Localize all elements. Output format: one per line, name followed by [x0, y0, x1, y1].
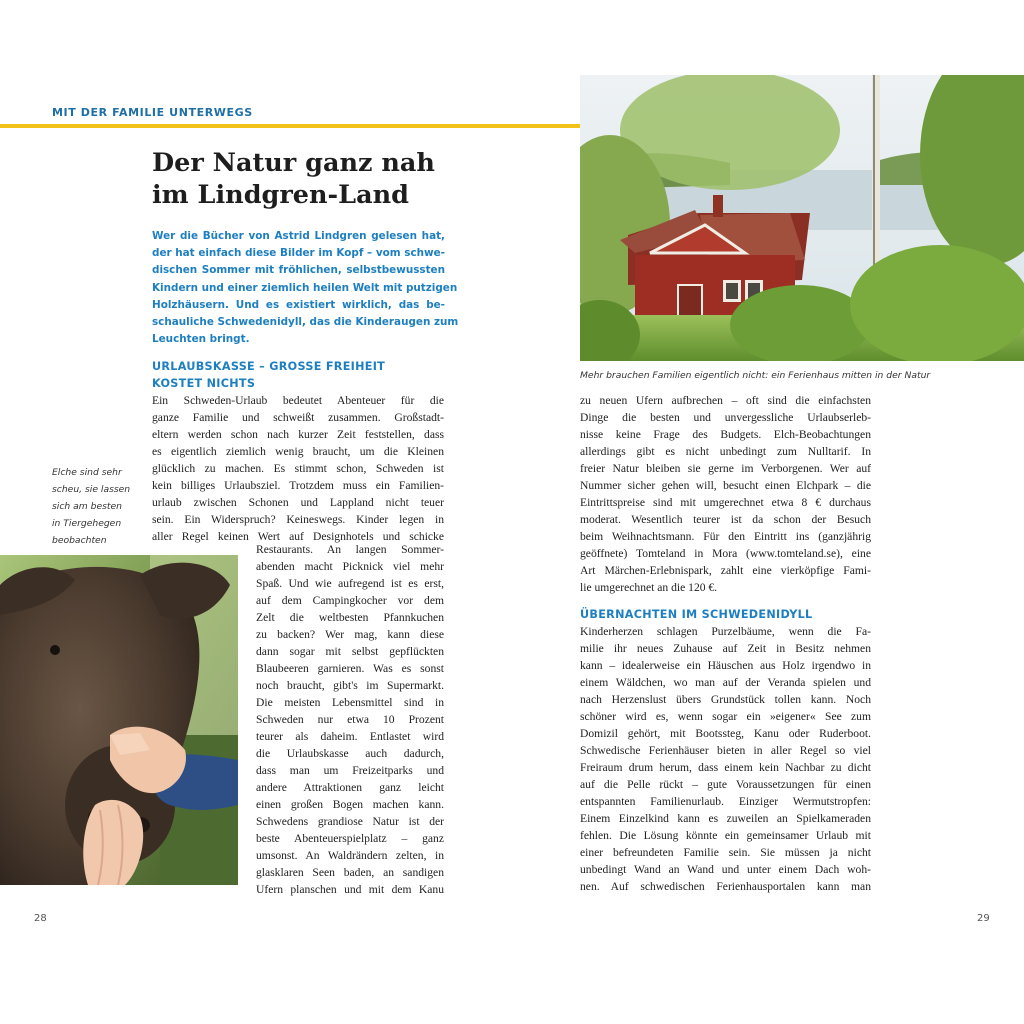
text-line: auf dem Campingkocher vor dem: [256, 594, 444, 607]
lead-line: Holzhäusern. Und es existiert wirklich, das be-: [152, 298, 445, 311]
text-line: aller Regel keinen Wert auf Designhotels und schicke: [152, 530, 444, 543]
text-line: zu neuen Ufern aufbrechen – oft sind die einfachsten: [580, 394, 871, 407]
text-line: sein. Ein Widerspruch? Keineswegs. Kinder legen in: [152, 513, 444, 526]
text-line: Einem Einzelkind kann es zuweilen an Spielkameraden: [580, 812, 871, 825]
lead-line: Kindern und einer ziemlich heilen Welt mit putzigen: [152, 281, 458, 294]
text-line: abenden macht Picknick viel mehr: [256, 560, 444, 573]
text-line: fehlen. Die Lösung könnte ein gemeinsamer Urlaub mit: [580, 829, 871, 842]
moose-caption: [52, 464, 130, 549]
text-line: noch braucht, gibt's im Supermarkt.: [256, 679, 444, 692]
text-line: beste Abenteuerspielplatz – ganz: [256, 832, 444, 845]
text-line: die Urlaubskasse auch dadurch,: [256, 747, 444, 760]
house-photo: [580, 75, 1024, 361]
caption-line: sich am besten: [52, 501, 122, 512]
text-line: Ein Schweden-Urlaub bedeutet Abenteuer für die: [152, 394, 444, 407]
text-line: geöffnete) Tomteland in Mora (www.tomteland.se), eine: [580, 547, 871, 560]
text-line: auf die Pelle rückt – gute Voraussetzungen für einen: [580, 778, 871, 791]
text-line: Spaß. Und wie aufregend ist es erst,: [256, 577, 444, 590]
lead-paragraph: [152, 228, 459, 348]
text-line: Art Märchen-Erlebnispark, zahlt eine vierköpfige Fami-: [580, 564, 871, 577]
text-line: Dinge die besten und unvergessliche Urlaubserleb-: [580, 411, 871, 424]
caption-line: Elche sind sehr: [52, 467, 122, 478]
text-line: einem Wäldchen, wo man auf der Veranda spielen und: [580, 676, 871, 689]
section-label: MIT DER FAMILIE UNTERWEGS: [52, 106, 253, 119]
text-line: kein billiges Urlaubsziel. Trotzdem muss ein Familien-: [152, 479, 444, 492]
title-line: im Lindgren-Land: [152, 180, 409, 210]
caption-line: scheu, sie lassen: [52, 484, 131, 495]
subhead-line: KOSTET NICHTS: [152, 377, 256, 390]
text-line: lie umgerechnet an die 120 €.: [580, 581, 718, 594]
lead-line: schauliche Schwedenidyll, das die Kinderaugen zum: [152, 316, 459, 329]
text-line: unbedingt Wand an Wand und unter einem Dach woh-: [580, 863, 871, 876]
text-line: es eigentlich ziemlich wenig braucht, um die Kleinen: [152, 445, 444, 458]
caption-line: in Tiergehegen: [52, 518, 122, 529]
text-line: teurer als daheim. Entlastet wird: [256, 730, 444, 743]
yellow-rule: [0, 124, 580, 128]
text-line: Freiraum drum herum, dass einem kein Nachbar zu dicht: [580, 761, 871, 774]
lead-line: Wer die Bücher von Astrid Lindgren gelesen hat,: [152, 230, 445, 242]
page-number-left: 28: [34, 913, 47, 924]
text-line: Domizil gehört, mit Bootssteg, Kanu oder Ruderboot.: [580, 727, 871, 740]
text-line: schöner wird es, wenn sogar ein »eigener« See zum: [580, 710, 871, 723]
moose-photo: [0, 555, 238, 885]
text-line: Blaubeeren garnieren. Was es sonst: [256, 662, 444, 675]
title-line: Der Natur ganz nah: [152, 148, 435, 178]
text-line: Die meisten Lebensmittel sind in: [256, 696, 444, 709]
text-line: nach Herzenslust übers Grundstück tollen kann. Noch: [580, 693, 871, 706]
text-line: kann – idealerweise ein Häuschen aus Holz irgendwo in: [580, 659, 871, 672]
text-line: urlaub zwischen Schonen und Lappland nicht teuer: [152, 496, 444, 509]
text-line: eltern werden schon nach kurzer Zeit feststellen, dass: [152, 428, 444, 441]
lead-line: der hat einfach diese Bilder im Kopf – vom schwe-: [152, 247, 445, 260]
text-line: beim Weihnachtsmann. Für den Eintritt ins (ganzjährig: [580, 530, 871, 543]
text-line: Eintrittspreise sind mit umgerechnet etwa 8 € durchaus: [580, 496, 871, 509]
text-line: Restaurants. An langen Sommer-: [256, 543, 444, 556]
text-line: Ufern planschen und mit dem Kanu: [256, 883, 444, 896]
text-line: umsonst. An Waldrändern zelten, in: [256, 849, 444, 862]
text-line: glücklich zu machen. Es stimmt schon, Schweden ist: [152, 462, 444, 475]
text-line: nisse keine Frage des Budgets. Elch-Beobachtungen: [580, 428, 871, 441]
text-line: Schweden nur etwa 10 Prozent: [256, 713, 444, 726]
text-line: andere Attraktionen ganz leicht: [256, 781, 444, 794]
text-line: glasklaren Seen baden, an sandigen: [256, 866, 444, 879]
text-line: zu backen? Wer mag, kann diese: [256, 628, 444, 641]
text-line: ganze Familie und schweißt zusammen. Großstadt-: [152, 411, 444, 424]
text-line: dass man um Freizeitparks und: [256, 764, 444, 777]
text-line: Zelt die weltbesten Pfannkuchen: [256, 611, 444, 624]
text-line: freier Natur bleiben sie gerne im Verborgenen. Wer auf: [580, 462, 871, 475]
article-title: [152, 147, 572, 211]
text-line: einen großen Bogen machen kann.: [256, 798, 444, 811]
text-line: nen. Auf schwedischen Ferienhausportalen kann man: [580, 880, 871, 893]
subhead-uebernachten: ÜBERNACHTEN IM SCHWEDENIDYLL: [580, 608, 813, 621]
text-line: allerdings gibt es nicht unbedingt zum Nulltarif. In: [580, 445, 871, 458]
text-line: einer befreundeten Familie sein. Sie müssen ja nicht: [580, 846, 871, 859]
text-line: Schwedische Ferienhäuser bieten in aller Regel so viel: [580, 744, 871, 757]
text-line: Schwedens grandiose Natur ist der: [256, 815, 444, 828]
lead-line: Leuchten bringt.: [152, 333, 250, 346]
text-line: Nummer sicher gehen will, besucht einen Elchpark – die: [580, 479, 871, 492]
page-number-right: 29: [977, 913, 990, 924]
caption-line: beobachten: [52, 535, 107, 546]
text-line: moderat. Wesentlich teurer ist da schon der Besuch: [580, 513, 871, 526]
text-line: entspannten Familienurlaub. Einziger Wermutstropfen:: [580, 795, 871, 808]
house-caption: Mehr brauchen Familien eigentlich nicht: ein Ferienhaus mitten in der Natur: [580, 370, 931, 381]
text-line: milie ihr neues Zuhause auf Zeit in Besitz nehmen: [580, 642, 871, 655]
lead-line: dischen Sommer mit fröhlichen, selbstbewussten: [152, 264, 445, 277]
subhead-line: URLAUBSKASSE – GROSSE FREIHEIT: [152, 360, 386, 373]
text-line: dann sogar mit selbst gepflückten: [256, 645, 444, 658]
subhead-urlaubskasse: [152, 358, 385, 392]
text-line: Kinderherzen schlagen Purzelbäume, wenn die Fa-: [580, 625, 871, 638]
